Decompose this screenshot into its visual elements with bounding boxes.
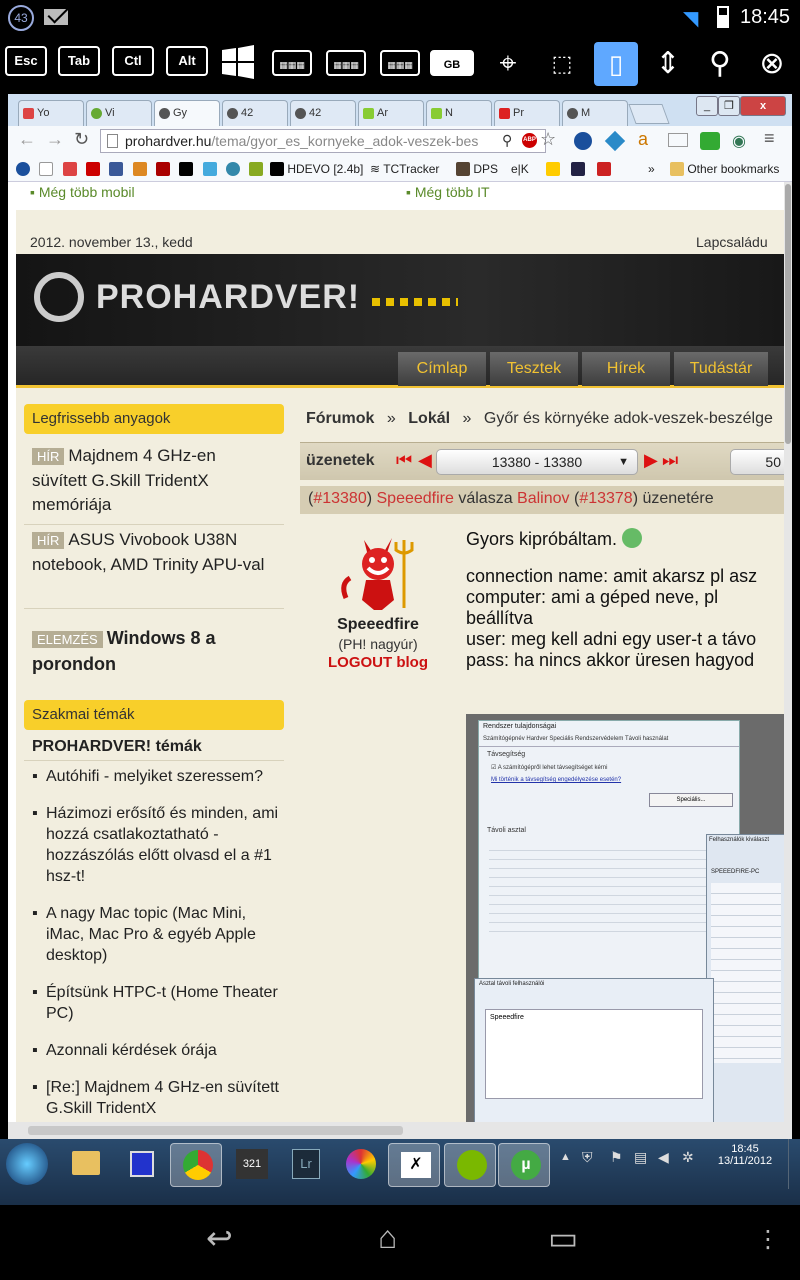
alt-key-button[interactable]: Alt — [166, 46, 208, 76]
user-blog-link[interactable]: LOGOUT blog — [328, 654, 428, 671]
select-users-dialog: Felhasználók kiválaszt SPEEEDFIRE-PC — [706, 834, 784, 1122]
windows-key-icon[interactable] — [216, 42, 260, 86]
latest-item-2[interactable]: HÍR ASUS Vivobook U38N notebook, AMD Trinity APU-val — [32, 530, 265, 574]
page-select[interactable]: 13380 - 13380 ▼ — [436, 449, 638, 475]
window-pointer-icon[interactable]: ⬚ — [551, 51, 573, 76]
bookmarks-bar — [8, 156, 792, 182]
page-family-link[interactable]: Lapcsaládu — [696, 234, 768, 250]
minimize-button[interactable]: _ — [696, 96, 718, 116]
breadcrumb-forums[interactable]: Fórumok — [306, 410, 375, 427]
attached-screenshot[interactable] — [466, 714, 784, 1122]
tab-m[interactable]: M — [562, 100, 628, 126]
mouse-icon[interactable]: ▯ — [594, 42, 638, 86]
message-pager — [300, 442, 784, 480]
keyboard-layout-button[interactable]: GB — [430, 50, 474, 76]
close-session-icon[interactable]: ⊗ — [759, 47, 785, 80]
main-column — [300, 402, 784, 1122]
next-page-icon[interactable]: ▶ — [644, 450, 658, 470]
post-author-link[interactable]: Speeedfire — [376, 490, 454, 507]
window-controls — [696, 96, 788, 116]
status-bar — [0, 0, 800, 34]
web-page — [8, 182, 784, 1122]
bookmark-ek[interactable]: e|K — [511, 162, 529, 176]
tray-app-icon[interactable]: ✲ — [682, 1149, 694, 1165]
per-page-select[interactable]: 50 — [730, 449, 784, 475]
tab-42-a[interactable]: 42 — [222, 100, 288, 126]
post-line-5: user: meg kell adni egy user-t a távo — [466, 629, 757, 649]
extension-icon-2[interactable] — [605, 131, 625, 151]
ctrl-key-button[interactable]: Ctl — [112, 46, 154, 76]
keyboard-icon[interactable]: ▦▦▦ — [272, 50, 312, 76]
adblock-icon[interactable]: ABP — [522, 133, 537, 148]
bookmark-tctracker[interactable]: ≋ TCTracker — [370, 162, 440, 176]
recent-apps-icon[interactable]: ▭ — [548, 1220, 579, 1256]
remote-app-taskbar-button[interactable]: ✗ — [388, 1143, 440, 1187]
messages-label: üzenetek — [306, 452, 375, 469]
cloud-icon[interactable] — [700, 132, 720, 150]
extension-icon-1[interactable] — [574, 132, 592, 150]
url-host: prohardver.hu — [125, 133, 212, 149]
nav-tudastar[interactable]: Tudástár — [674, 352, 768, 386]
home-nav-icon[interactable]: ⌂ — [378, 1219, 398, 1255]
chrome-taskbar-button[interactable] — [170, 1143, 222, 1187]
back-nav-icon[interactable]: ↩ — [206, 1220, 233, 1256]
url-path: /tema/gyor_es_kornyeke_adok-veszek-bes — [211, 133, 479, 149]
reply-target-link[interactable]: Balinov — [517, 490, 570, 507]
reply-target-id-link[interactable]: #13378 — [579, 490, 633, 507]
logo-dots — [372, 298, 458, 306]
topic-item[interactable]: ▪ Házimozi erősítő és minden, ami hozzá csatlakoztatható - hozzászólás előtt olvasd el a #1 hsz-t! — [32, 805, 279, 885]
mail-icon[interactable] — [668, 133, 688, 147]
page-date: 2012. november 13., kedd — [30, 234, 193, 250]
browser-window — [8, 94, 792, 1139]
tray-expand-icon[interactable]: ▲ — [560, 1151, 571, 1163]
bookmark-icons-group-2[interactable] — [546, 162, 611, 176]
page-content — [16, 182, 784, 1122]
last-page-icon[interactable]: ⏭ — [662, 450, 679, 470]
overflow-menu-icon[interactable]: ⋮ — [756, 1226, 780, 1253]
site-header — [16, 254, 784, 346]
toolbar — [8, 126, 792, 156]
mouse-pointer-icon[interactable]: ⌖ — [499, 47, 517, 80]
tray-flag-icon[interactable]: ⚑ — [610, 1149, 623, 1165]
post-line-6: pass: ha nincs akkor üresen hagyod — [466, 650, 755, 670]
tab-ar[interactable]: Ar — [358, 100, 424, 126]
tray-network-icon[interactable]: ▤ — [634, 1149, 648, 1165]
taskbar-clock[interactable]: 18:45 13/11/2012 — [717, 1143, 773, 1167]
android-navigation-bar — [0, 1205, 800, 1280]
new-tab-button[interactable] — [628, 104, 669, 124]
post-text — [466, 528, 784, 671]
topics-header: Szakmai témák — [24, 700, 284, 730]
post-line-2: connection name: amit akarsz pl asz — [466, 566, 758, 586]
latest-header: Legfrissebb anyagok — [24, 404, 284, 434]
more-mobile-link[interactable]: ▪ Még több mobil — [30, 184, 135, 200]
bookmarks-more-button[interactable]: » — [648, 162, 655, 176]
address-bar[interactable] — [100, 129, 546, 153]
spotify-taskbar-button[interactable] — [444, 1143, 496, 1187]
save-app-taskbar-button[interactable] — [116, 1143, 168, 1187]
first-page-icon[interactable]: ⏮ — [396, 450, 413, 470]
utorrent-taskbar-button[interactable]: µ — [498, 1143, 550, 1187]
tab-prohardver[interactable]: Gy — [154, 100, 220, 126]
remote-toolbar — [0, 34, 800, 94]
user-avatar — [334, 528, 420, 614]
page-icon — [107, 134, 118, 148]
forward-icon[interactable]: → — [46, 129, 64, 149]
numpad-icon[interactable]: ▦▦▦ — [380, 50, 420, 76]
tray-volume-icon[interactable]: ◀ — [658, 1149, 669, 1165]
bookmark-dps[interactable]: DPS — [456, 162, 498, 176]
start-button[interactable] — [6, 1143, 48, 1185]
bookmark-icons-group[interactable] — [16, 162, 263, 176]
latest-item-3[interactable]: ELEMZÉS Windows 8 a porondon — [32, 628, 216, 674]
tab-42-b[interactable]: 42 — [290, 100, 356, 126]
sidebar — [24, 404, 284, 1122]
close-button[interactable]: x — [740, 96, 786, 116]
tray-icon-shield[interactable]: ⛨ — [582, 1149, 593, 1165]
back-icon[interactable]: ← — [18, 129, 36, 149]
topic-item[interactable]: ▪ [Re:] Majdnem 4 GHz-en süvített G.Skill TridentX — [32, 1079, 279, 1117]
nav-tesztek[interactable]: Tesztek — [490, 352, 578, 386]
zoom-icon[interactable]: ⚲ — [502, 132, 513, 148]
scroll-icon[interactable]: ⇕ — [655, 47, 681, 80]
tab-spotify[interactable]: Vi — [86, 100, 152, 126]
lightroom-taskbar-button[interactable]: Lr — [280, 1143, 332, 1187]
notification-count-badge: 43 — [8, 5, 34, 31]
post-line-3: computer: ami a géped neve, pl — [466, 587, 719, 607]
topics-list — [32, 766, 282, 1122]
post-line-1: Gyors kipróbáltam. — [466, 528, 784, 550]
top-links-bar — [16, 182, 784, 210]
other-bookmarks[interactable]: Other bookmarks — [670, 162, 779, 176]
topic-item[interactable]: ▪ Autóhifi - melyiket szeressem? — [32, 768, 263, 785]
main-nav — [16, 346, 784, 388]
battery-icon — [717, 6, 729, 28]
bookmark-hdevo[interactable]: HDEVO [2.4b] — [270, 162, 363, 176]
more-it-link[interactable]: ▪ Még több IT — [406, 184, 490, 200]
prev-page-icon[interactable]: ◀ — [418, 450, 432, 470]
post-body — [300, 514, 784, 1122]
tab-n[interactable]: N — [426, 100, 492, 126]
post-header: (#13380) Speeedfire válasza Balinov (#13378) üzenetére — [300, 486, 784, 514]
nav-cimlap[interactable]: Címlap — [398, 352, 486, 386]
wifi-icon: ◥ — [683, 8, 699, 30]
breadcrumb-topic: Győr és környéke adok-veszek-beszélge — [483, 410, 773, 427]
nav-hirek[interactable]: Hírek — [582, 352, 670, 386]
tab-gmail[interactable]: Yo — [18, 100, 84, 126]
topics-subtitle: PROHARDVER! témák — [32, 738, 202, 755]
bookmark-star-icon[interactable]: ☆ — [540, 129, 557, 149]
amazon-icon[interactable]: a — [638, 129, 649, 149]
tab-pr[interactable]: Pr — [494, 100, 560, 126]
remote-desktop-users-dialog: Asztal távoli felhasználói Speeedfire — [474, 978, 714, 1122]
topic-item[interactable]: ▪ Építsünk HTPC-t (Home Theater PC) — [32, 984, 278, 1022]
show-desktop-button[interactable] — [788, 1139, 800, 1189]
gmail-icon — [44, 9, 68, 25]
prohardver-logo-icon — [34, 272, 84, 322]
grin-smiley-icon — [622, 528, 642, 548]
function-keys-icon[interactable]: ▦▦▦ — [326, 50, 366, 76]
media-classic-taskbar-button[interactable]: 321 — [226, 1143, 278, 1187]
user-rank: (PH! nagyúr) — [338, 636, 418, 652]
status-clock: 18:45 — [740, 6, 791, 28]
explorer-taskbar-button[interactable] — [60, 1143, 112, 1187]
horizontal-scrollbar[interactable] — [8, 1122, 792, 1139]
eye-icon[interactable]: ◉ — [732, 133, 746, 150]
picasa-taskbar-button[interactable] — [334, 1143, 386, 1187]
topic-item[interactable]: ▪ A nagy Mac topic (Mac Mini, iMac, Mac Pro & egyéb Apple desktop) — [32, 905, 256, 964]
post-id-link[interactable]: #13380 — [313, 490, 367, 507]
vertical-scrollbar[interactable] — [784, 182, 792, 1122]
post-line-4: beállítva — [466, 608, 534, 628]
esc-key-button[interactable]: Esc — [5, 46, 47, 76]
maximize-button[interactable]: ❐ — [718, 96, 740, 116]
reload-icon[interactable]: ↻ — [74, 129, 90, 149]
breadcrumb-local[interactable]: Lokál — [408, 410, 451, 427]
zoom-icon[interactable]: ⚲ — [709, 47, 731, 80]
topic-item[interactable]: ▪ Azonnali kérdések órája — [32, 1042, 217, 1059]
tab-strip — [8, 94, 792, 128]
menu-wrench-icon[interactable]: ≡ — [764, 128, 775, 148]
site-logo[interactable]: PROHARDVER! — [96, 278, 361, 316]
breadcrumb: Fórumok » Lokál » Győr és környéke adok-veszek-beszélge — [306, 410, 773, 427]
windows-taskbar — [0, 1139, 800, 1205]
latest-item-1[interactable]: HÍR Majdnem 4 GHz-en süvített G.Skill TridentX memóriája — [32, 446, 216, 514]
username[interactable]: Speeedfire — [337, 616, 419, 633]
tab-key-button[interactable]: Tab — [58, 46, 100, 76]
system-properties-dialog: Rendszer tulajdonságai Számítógépnév Hardver Speciális Rendszervédelem Távoli használat Távsegítség ☑ A számítógépről lehet távsegítséget kérni Mi történik a távsegítség engedélyezése esetén? Speciális... Távoli asztal — [478, 720, 740, 1020]
